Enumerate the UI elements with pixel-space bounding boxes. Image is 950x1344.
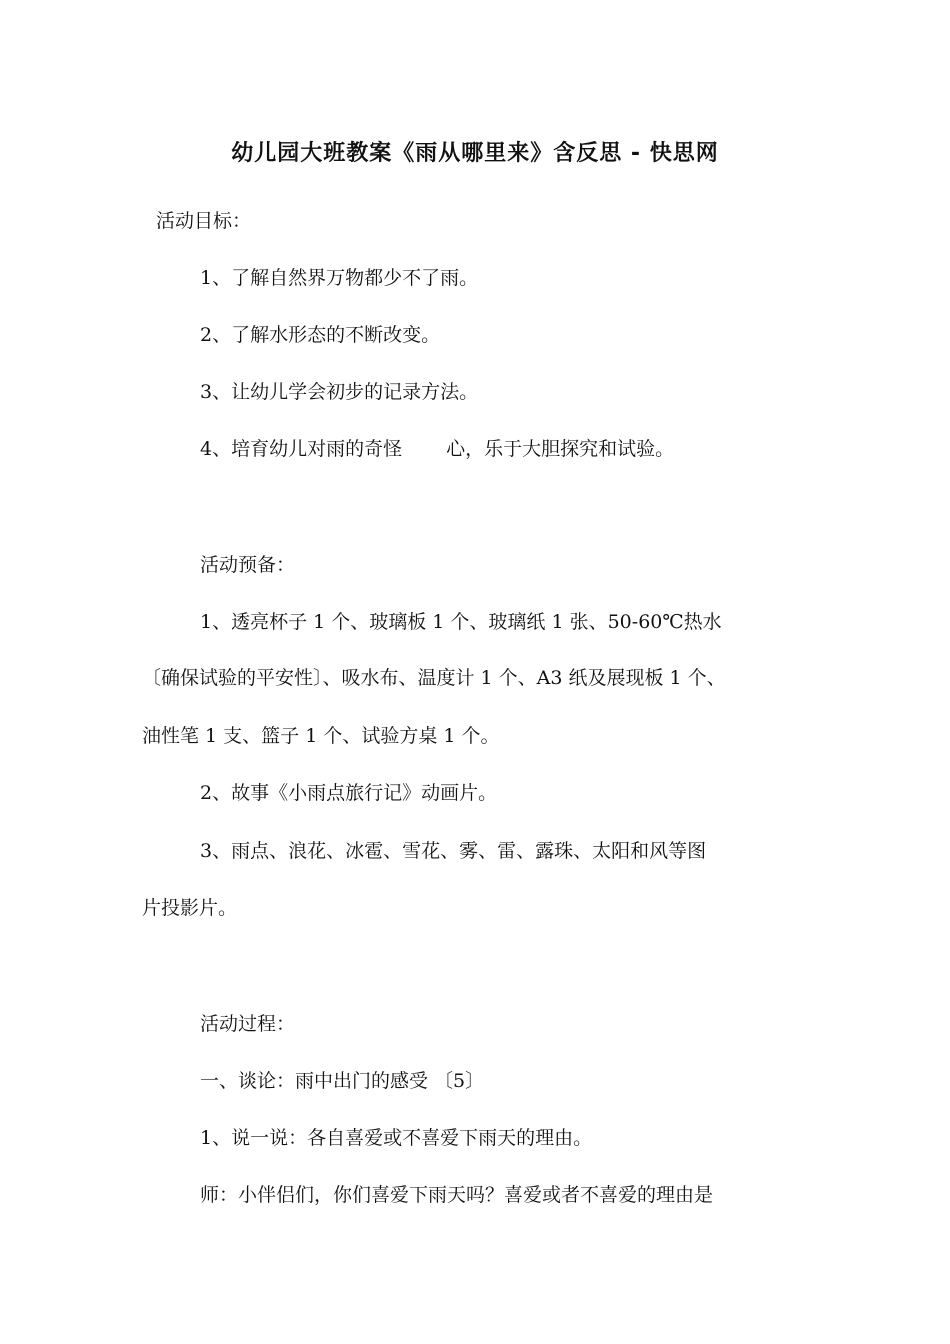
prep-item-1-line-3: 油性笔 1 支、篮子 1 个、试验方桌 1 个。: [142, 725, 500, 747]
prep-item-1-line-1: 1、透亮杯子 1 个、玻璃板 1 个、玻璃纸 1 张、50-60℃热水: [200, 611, 722, 633]
prep-item-2: 2、故事《小雨点旅行记》动画片。: [200, 782, 498, 804]
goal-item-4: [200, 434, 674, 464]
prep-item-1-line-2: 〔确保试验的平安性〕、吸水布、温度计 1 个、A3 纸及展现板 1 个、: [142, 667, 726, 689]
goal-item-4-part-a: 4、培育幼儿对雨的奇怪: [200, 438, 403, 460]
process-item-2: 1、说一说：各自喜爱或不喜爱下雨天的理由。: [200, 1127, 593, 1149]
process-heading: 活动过程：: [200, 1013, 296, 1035]
prep-item-3-line-1: 3、雨点、浪花、冰雹、雪花、雾、雷、露珠、太阳和风等图: [200, 840, 707, 862]
goal-item-4-part-b: 心，乐于大胆探究和试验。: [446, 438, 675, 460]
goal-item-1: 1、了解自然界万物都少不了雨。: [200, 267, 479, 289]
process-item-1: 一、谈论：雨中出门的感受 〔5〕: [200, 1070, 485, 1092]
prep-item-3-line-2: 片投影片。: [142, 897, 238, 919]
goals-heading: 活动目标：: [156, 210, 252, 232]
prep-heading: 活动预备：: [200, 554, 296, 576]
goal-item-2: 2、了解水形态的不断改变。: [200, 324, 441, 346]
document-title: 幼儿园大班教案《雨从哪里来》含反思 - 快思网: [231, 141, 719, 166]
process-item-3: 师：小伴侣们，你们喜爱下雨天吗？喜爱或者不喜爱的理由是: [200, 1184, 714, 1206]
goal-item-3: 3、让幼儿学会初步的记录方法。: [200, 381, 479, 403]
